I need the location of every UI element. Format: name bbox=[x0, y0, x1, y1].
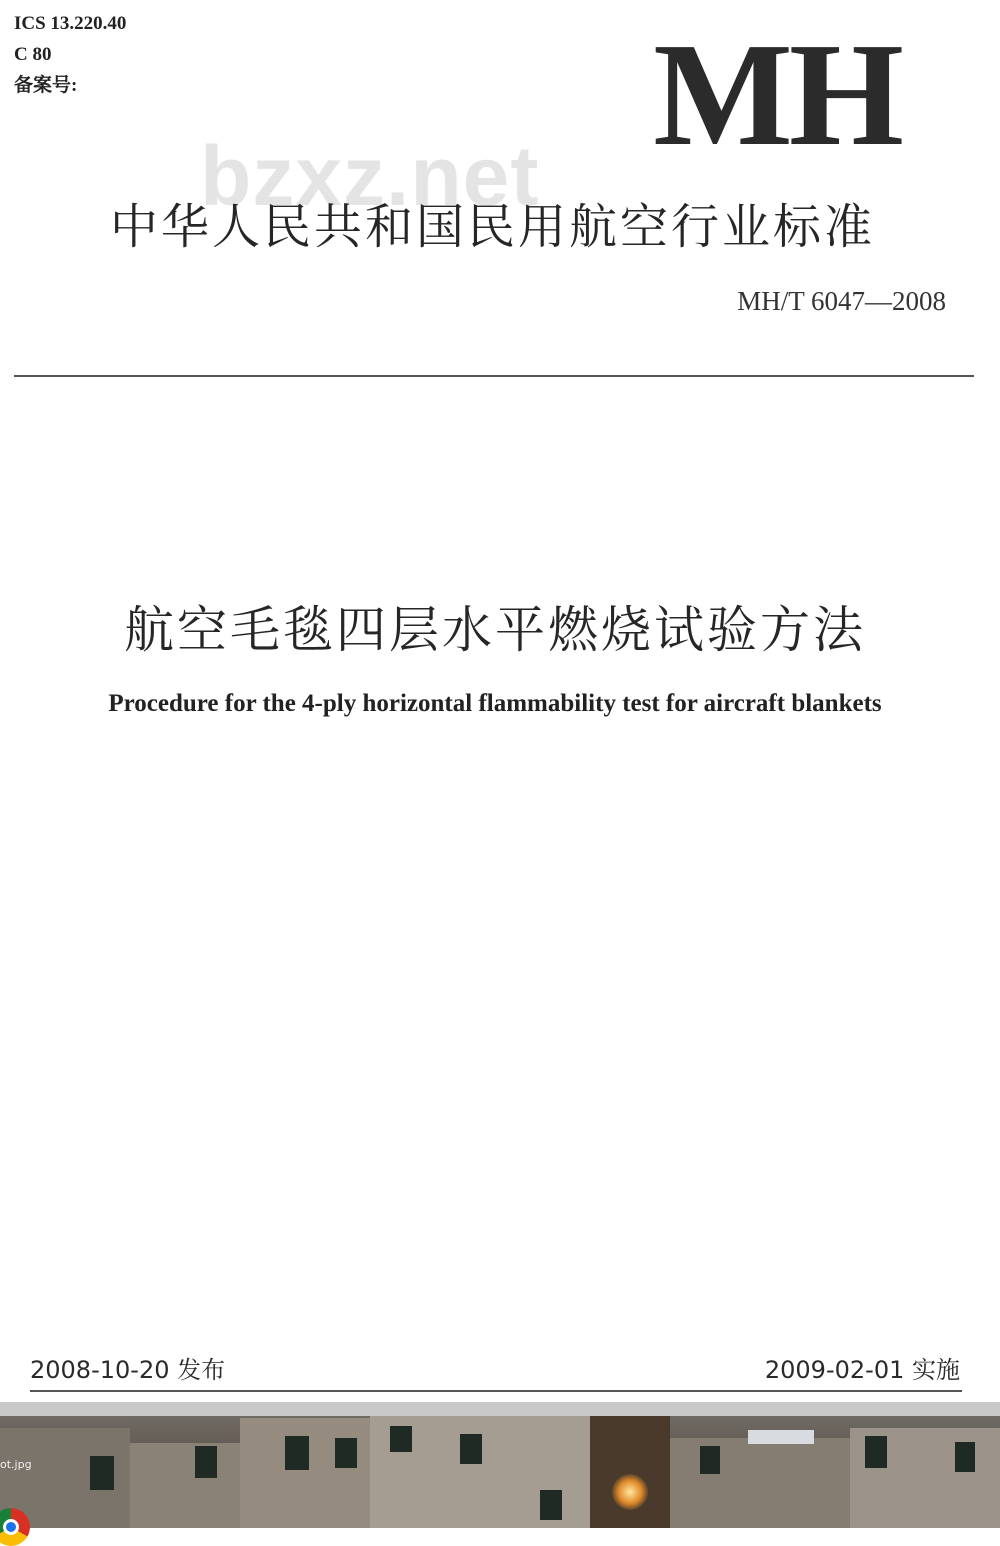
class-code: C 80 bbox=[14, 44, 52, 65]
standard-number: MH/T 6047—2008 bbox=[737, 286, 946, 316]
issue-date-value: 2008-10-20 bbox=[30, 1356, 170, 1384]
bottom-divider bbox=[30, 1390, 962, 1392]
top-divider bbox=[14, 375, 974, 377]
organization-title: 中华人民共和国民用航空行业标准 bbox=[109, 199, 875, 255]
issue-date-label: 发布 bbox=[177, 1356, 226, 1384]
window-separator bbox=[0, 1402, 1000, 1416]
taskbar-file-label[interactable]: ot.jpg bbox=[0, 1458, 32, 1471]
record-number-label: 备案号: bbox=[14, 75, 78, 96]
classification-block bbox=[14, 8, 126, 101]
issue-date bbox=[30, 1350, 225, 1385]
site-watermark: bzxz.net bbox=[200, 129, 540, 223]
implementation-date bbox=[765, 1350, 960, 1385]
ics-code: ICS 13.220.40 bbox=[14, 13, 127, 34]
implementation-date-value: 2009-02-01 bbox=[764, 1356, 905, 1384]
document-title-english: Procedure for the 4-ply horizontal flammability test for aircraft blankets bbox=[108, 690, 882, 717]
document-title-chinese: 航空毛毯四层水平燃烧试验方法 bbox=[124, 601, 866, 659]
desktop-wallpaper-photo bbox=[0, 1416, 1000, 1528]
implementation-date-label: 实施 bbox=[912, 1356, 960, 1384]
mh-logo: MH bbox=[653, 13, 900, 177]
